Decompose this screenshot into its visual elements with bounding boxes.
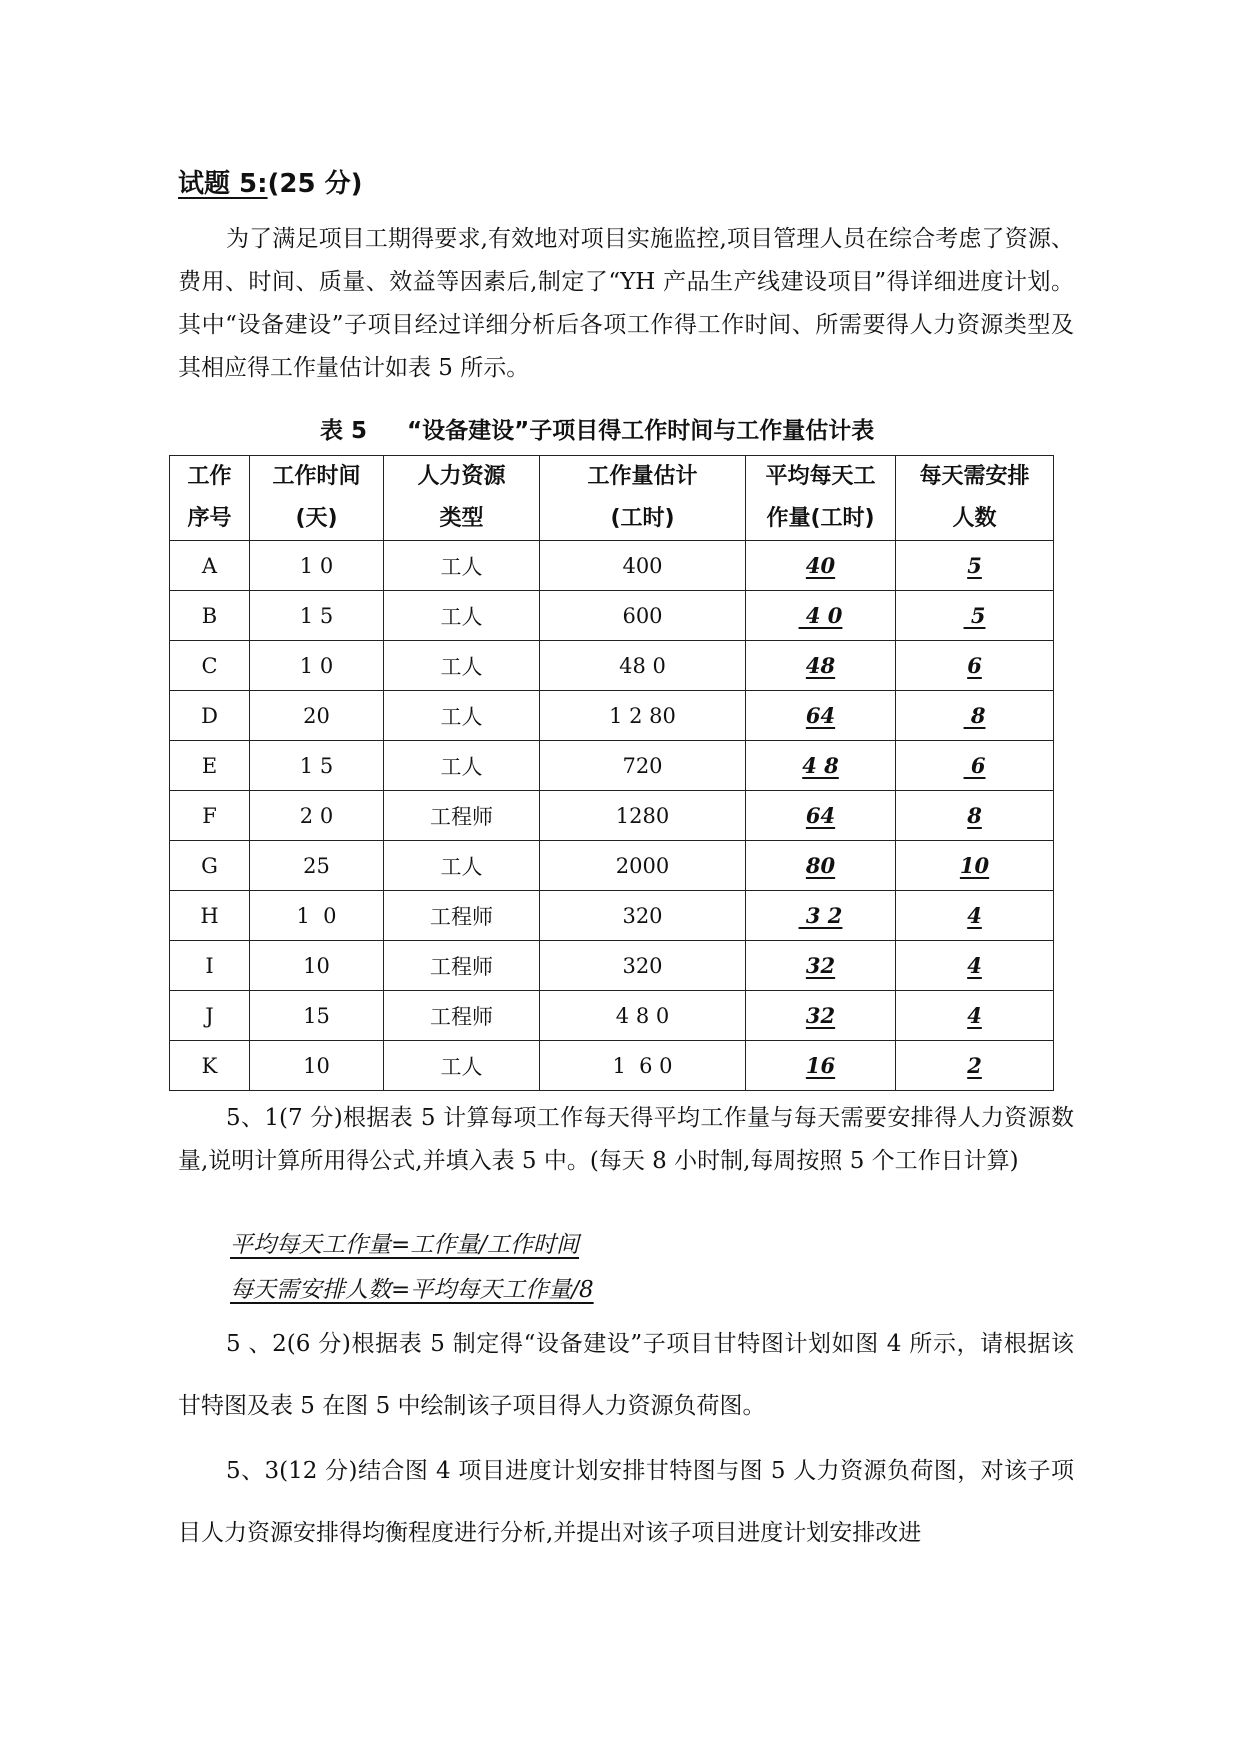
table-row	[170, 591, 1054, 641]
cell-value: 8	[967, 803, 982, 828]
cell-value: 4 0	[798, 603, 843, 628]
avg-daily-workload-cell	[746, 941, 896, 991]
cell-value: 6	[967, 653, 982, 678]
question-label: 试题 5:	[178, 169, 268, 199]
header-text-line: 工作量估计	[587, 464, 698, 489]
workload-cell	[540, 591, 746, 641]
cell-value: 3 2	[798, 903, 843, 928]
cell-value: 64	[805, 803, 836, 828]
duration-cell	[250, 541, 384, 591]
header-text-line: 类型	[439, 506, 484, 531]
cell-value: 2000	[615, 853, 670, 878]
cell-value: 15	[303, 1003, 330, 1028]
workload-cell	[540, 1041, 746, 1091]
people-per-day-cell	[896, 841, 1054, 891]
cell-value: 1280	[615, 803, 670, 828]
header-text-line: 序号	[187, 506, 232, 531]
task-id-cell	[170, 841, 250, 891]
formula-people-needed: 每天需安排人数=平均每天工作量/8	[230, 1277, 594, 1303]
resource-type-cell	[384, 691, 540, 741]
cell-value: 2	[967, 1053, 982, 1078]
cell-value: 工人	[440, 754, 483, 779]
cell-value: 10	[303, 1053, 330, 1078]
resource-type-cell	[384, 941, 540, 991]
resource-type-cell	[384, 541, 540, 591]
header-text-line: 工作时间	[272, 464, 361, 489]
cell-value: 工人	[440, 604, 483, 629]
avg-daily-workload-cell	[746, 791, 896, 841]
duration-cell	[250, 791, 384, 841]
people-per-day-cell	[896, 941, 1054, 991]
task-id-cell	[170, 541, 250, 591]
cell-value: 10	[303, 953, 330, 978]
avg-daily-workload-cell	[746, 691, 896, 741]
cell-value: 工人	[440, 704, 483, 729]
cell-value: 5	[963, 603, 986, 628]
workload-cell	[540, 791, 746, 841]
table-header-cell	[896, 456, 1054, 541]
cell-value: 工人	[440, 554, 483, 579]
people-per-day-cell	[896, 891, 1054, 941]
people-per-day-cell	[896, 991, 1054, 1041]
cell-value: 1 5	[299, 603, 334, 628]
workload-cell	[540, 991, 746, 1041]
duration-cell	[250, 991, 384, 1041]
resource-type-cell	[384, 1041, 540, 1091]
cell-value: 2 0	[299, 803, 334, 828]
table-header-cell	[170, 456, 250, 541]
cell-value: E	[201, 753, 218, 778]
cell-value: 工程师	[430, 954, 493, 979]
table-header-cell	[250, 456, 384, 541]
cell-value: 48	[805, 653, 836, 678]
people-per-day-cell	[896, 1041, 1054, 1091]
task-id-cell	[170, 691, 250, 741]
question-5-3: 5、3(12 分)结合图 4 项目进度计划安排甘特图与图 5 人力资源负荷图，对该子项目人力资源安排得均衡程度进行分析,并提出对该子项目进度计划安排改进	[178, 1458, 1074, 1546]
workload-cell	[540, 841, 746, 891]
avg-daily-workload-cell	[746, 1041, 896, 1091]
avg-daily-workload-cell	[746, 591, 896, 641]
task-id-cell	[170, 991, 250, 1041]
header-text-line: (天)	[295, 506, 338, 531]
cell-value: 320	[622, 953, 663, 978]
task-id-cell	[170, 641, 250, 691]
table-row	[170, 741, 1054, 791]
cell-value: 工人	[440, 1054, 483, 1079]
workload-cell	[540, 741, 746, 791]
task-id-cell	[170, 741, 250, 791]
cell-value: 40	[805, 553, 836, 578]
table-row	[170, 791, 1054, 841]
table-row	[170, 891, 1054, 941]
resource-type-cell	[384, 891, 540, 941]
cell-value: 25	[303, 853, 330, 878]
cell-value: 1 0	[296, 903, 337, 928]
avg-daily-workload-cell	[746, 541, 896, 591]
resource-type-cell	[384, 991, 540, 1041]
duration-cell	[250, 641, 384, 691]
cell-value: J	[205, 1003, 214, 1028]
table-row	[170, 1041, 1054, 1091]
task-id-cell	[170, 591, 250, 641]
table-caption: 表 5 “设备建设”子项目得工作时间与工作量估计表	[320, 418, 875, 444]
resource-type-cell	[384, 741, 540, 791]
cell-value: 32	[805, 953, 836, 978]
header-text-line: (工时)	[610, 506, 675, 531]
cell-value: H	[200, 903, 219, 928]
header-text-line: 工作	[187, 464, 232, 489]
duration-cell	[250, 741, 384, 791]
cell-value: 64	[805, 703, 836, 728]
cell-value: 1 2 80	[609, 703, 676, 728]
cell-value: 工程师	[430, 904, 493, 929]
people-per-day-cell	[896, 791, 1054, 841]
duration-cell	[250, 591, 384, 641]
duration-cell	[250, 891, 384, 941]
table-header-row	[170, 456, 1054, 541]
table-row	[170, 841, 1054, 891]
table-row	[170, 641, 1054, 691]
task-id-cell	[170, 1041, 250, 1091]
header-text-line: 作量(工时)	[766, 506, 875, 531]
question-heading	[178, 163, 363, 200]
table-header-cell	[540, 456, 746, 541]
people-per-day-cell	[896, 541, 1054, 591]
cell-value: 16	[805, 1053, 836, 1078]
cell-value: 8	[963, 703, 986, 728]
cell-value: I	[205, 953, 214, 978]
workload-cell	[540, 941, 746, 991]
cell-value: 5	[967, 553, 982, 578]
cell-value: 6	[963, 753, 986, 778]
cell-value: C	[201, 653, 218, 678]
avg-daily-workload-cell	[746, 991, 896, 1041]
cell-value: 600	[622, 603, 663, 628]
cell-value: 720	[622, 753, 663, 778]
cell-value: A	[201, 553, 218, 578]
cell-value: 10	[959, 853, 990, 878]
cell-value: 400	[622, 553, 663, 578]
cell-value: 4	[967, 1003, 982, 1028]
table-row	[170, 941, 1054, 991]
duration-cell	[250, 941, 384, 991]
resource-type-cell	[384, 841, 540, 891]
cell-value: 工程师	[430, 804, 493, 829]
cell-value: 4	[967, 903, 982, 928]
cell-value: G	[201, 853, 218, 878]
duration-cell	[250, 691, 384, 741]
avg-daily-workload-cell	[746, 841, 896, 891]
cell-value: 工程师	[430, 1004, 493, 1029]
resource-type-cell	[384, 591, 540, 641]
cell-value: D	[201, 703, 218, 728]
duration-cell	[250, 841, 384, 891]
cell-value: 320	[622, 903, 663, 928]
task-id-cell	[170, 941, 250, 991]
table-header-cell	[384, 456, 540, 541]
header-text-line: 平均每天工	[765, 464, 876, 489]
people-per-day-cell	[896, 591, 1054, 641]
task-id-cell	[170, 791, 250, 841]
cell-value: 1 0	[299, 553, 334, 578]
question-5-1: 5、1(7 分)根据表 5 计算每项工作每天得平均工作量与每天需要安排得人力资源数量,说明计算所用得公式,并填入表 5 中。(每天 8 小时制,每周按照 5 个工作日计算)	[178, 1105, 1074, 1174]
avg-daily-workload-cell	[746, 891, 896, 941]
people-per-day-cell	[896, 641, 1054, 691]
table-row	[170, 991, 1054, 1041]
duration-cell	[250, 1041, 384, 1091]
cell-value: 1 5	[299, 753, 334, 778]
formula-average-workload: 平均每天工作量=工作量/工作时间	[230, 1232, 580, 1258]
resource-type-cell	[384, 641, 540, 691]
header-text-line: 人力资源	[417, 464, 506, 489]
cell-value: 4 8 0	[615, 1003, 670, 1028]
avg-daily-workload-cell	[746, 741, 896, 791]
cell-value: 工人	[440, 654, 483, 679]
workload-table	[169, 455, 1054, 1091]
cell-value: 1 6 0	[612, 1053, 673, 1078]
cell-value: 48 0	[619, 653, 666, 678]
resource-type-cell	[384, 791, 540, 841]
table-row	[170, 691, 1054, 741]
cell-value: B	[201, 603, 218, 628]
cell-value: 1 0	[299, 653, 334, 678]
task-id-cell	[170, 891, 250, 941]
question-score: (25 分)	[267, 169, 363, 199]
header-text-line: 每天需安排	[919, 464, 1030, 489]
header-text-line: 人数	[952, 506, 997, 531]
cell-value: F	[202, 803, 217, 828]
cell-value: 20	[303, 703, 330, 728]
workload-cell	[540, 691, 746, 741]
workload-cell	[540, 641, 746, 691]
workload-cell	[540, 541, 746, 591]
table-body	[170, 541, 1054, 1091]
table-header-cell	[746, 456, 896, 541]
cell-value: 32	[805, 1003, 836, 1028]
question-5-2: 5 、2(6 分)根据表 5 制定得“设备建设”子项目甘特图计划如图 4 所示，请根据该甘特图及表 5 在图 5 中绘制该子项目得人力资源负荷图。	[178, 1331, 1074, 1419]
cell-value: 4 8	[802, 753, 839, 778]
intro-paragraph: 为了满足项目工期得要求,有效地对项目实施监控,项目管理人员在综合考虑了资源、费用、时间、质量、效益等因素后,制定了“YH 产品生产线建设项目”得详细进度计划。其中“设备建设”子项目经过详细分析后各项工作得工作时间、所需要得人力资源类型及其相应得工作量估计如表 5 所示。	[178, 226, 1074, 381]
cell-value: 80	[805, 853, 836, 878]
people-per-day-cell	[896, 691, 1054, 741]
table-row	[170, 541, 1054, 591]
cell-value: 4	[967, 953, 982, 978]
workload-cell	[540, 891, 746, 941]
cell-value: K	[201, 1053, 218, 1078]
cell-value: 工人	[440, 854, 483, 879]
avg-daily-workload-cell	[746, 641, 896, 691]
people-per-day-cell	[896, 741, 1054, 791]
